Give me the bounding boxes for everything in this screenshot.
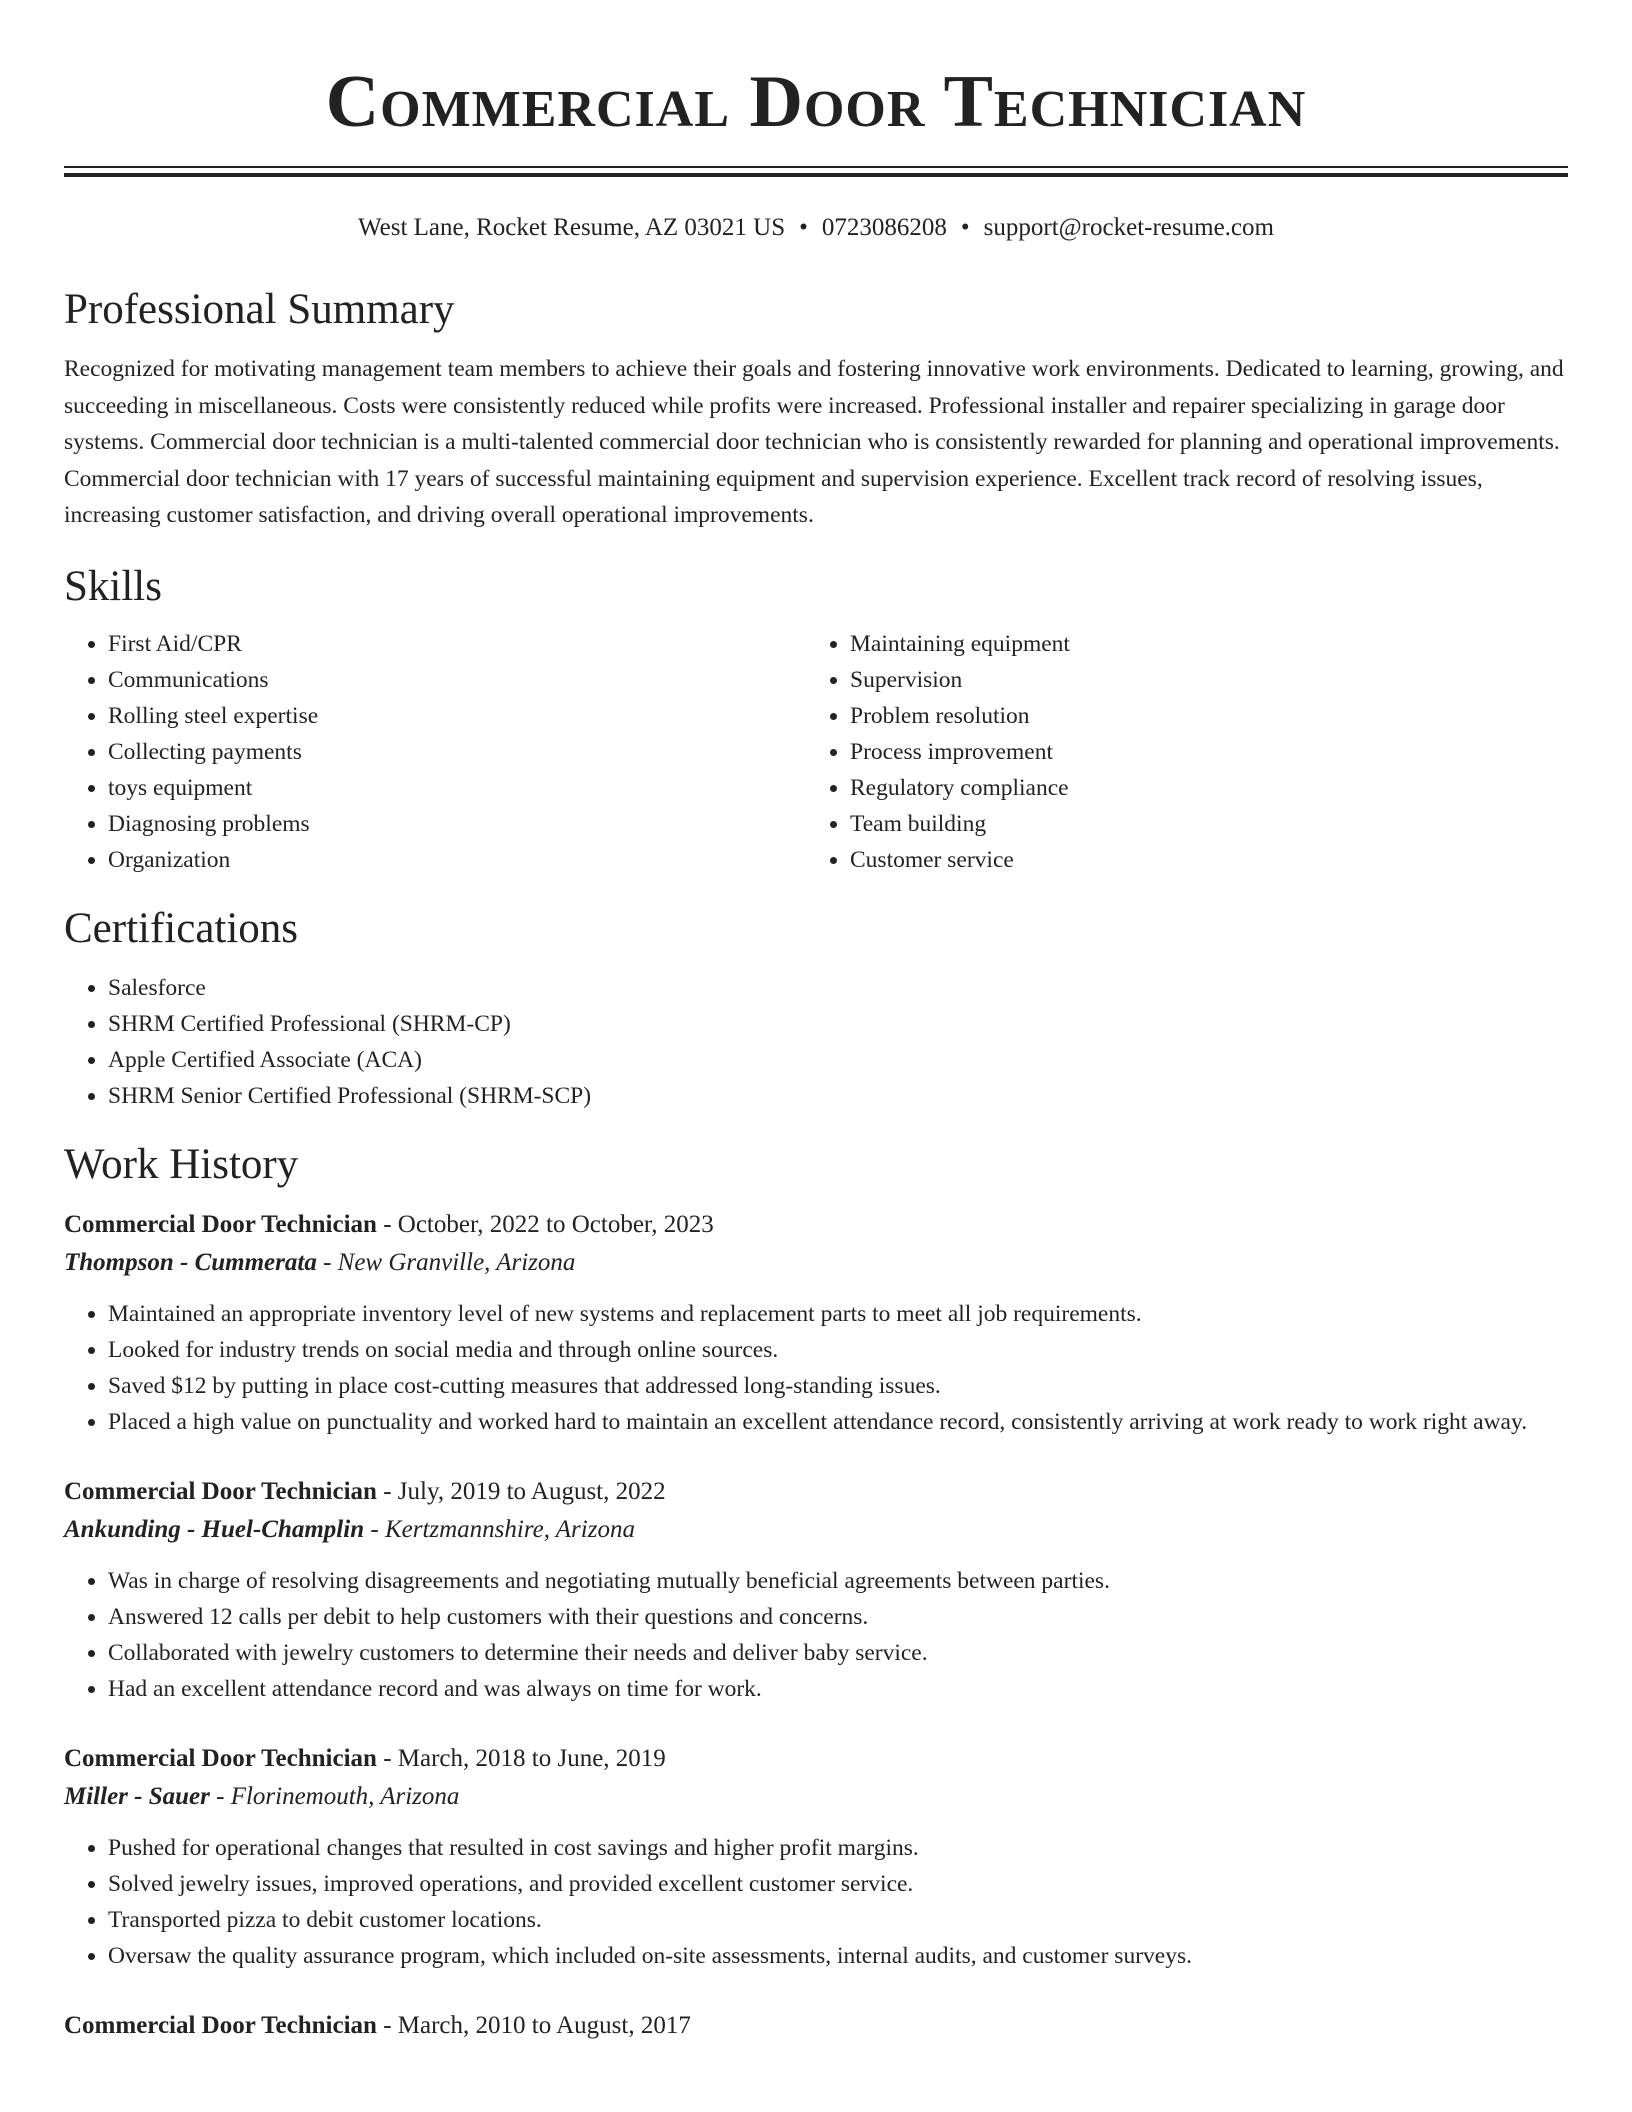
job-separator: - bbox=[316, 1248, 338, 1276]
job-company: Ankunding - Huel-Champlin bbox=[64, 1515, 365, 1543]
contact-phone: 0723086208 bbox=[821, 214, 947, 241]
job-dates: March, 2010 to August, 2017 bbox=[397, 2011, 691, 2039]
job-title: Commercial Door Technician bbox=[64, 1210, 377, 1238]
job-company-line bbox=[64, 1778, 1568, 1816]
skill-item: • Diagnosing problems bbox=[108, 806, 806, 842]
job-entry bbox=[64, 1206, 1568, 1440]
certifications-list bbox=[64, 970, 1568, 1114]
job-separator: - bbox=[209, 1782, 231, 1810]
job-separator: - bbox=[376, 1477, 398, 1505]
certification-item: • SHRM Senior Certified Professional (SHRM-SCP) bbox=[108, 1078, 1568, 1114]
contact-line bbox=[64, 213, 1568, 243]
job-location: Kertzmannshire, Arizona bbox=[384, 1515, 635, 1543]
skill-item: • Team building bbox=[850, 806, 1548, 842]
work-history-heading: Work History bbox=[64, 1140, 299, 1188]
job-entry bbox=[64, 2007, 1568, 2045]
job-title: Commercial Door Technician bbox=[64, 1477, 377, 1505]
job-company-line bbox=[64, 1244, 1568, 1282]
job-title-line bbox=[64, 1206, 1568, 1244]
resume-page bbox=[64, 0, 1568, 2045]
job-title: Commercial Door Technician bbox=[64, 2011, 377, 2039]
job-bullet: • Solved jewelry issues, improved operations, and provided excellent customer service. bbox=[108, 1866, 1568, 1902]
contact-separator: • bbox=[960, 214, 970, 241]
job-separator: - bbox=[364, 1515, 385, 1543]
job-dates: July, 2019 to August, 2022 bbox=[397, 1477, 666, 1505]
skill-item: • Communications bbox=[108, 662, 806, 698]
job-title-line bbox=[64, 1473, 1568, 1511]
job-title-line bbox=[64, 2007, 1568, 2045]
job-title-line bbox=[64, 1740, 1568, 1778]
summary-text: Recognized for motivating management team members to achieve their goals and fostering innovative work environments. Dedicated to learning, growing, and succeeding in miscellaneous. Costs were consistently reduced while profits were increased. Professional installer and repairer specializing in garage door systems. Commercial door technician is a multi-talented commercial door technician who is consistently rewarded for planning and operational improvements. Commercial door technician with 17 years of successful maintaining equipment and supervision experience. Excellent track record of resolving issues, increasing customer satisfaction, and driving overall operational improvements. bbox=[64, 356, 1564, 528]
job-bullet: • Maintained an appropriate inventory level of new systems and replacement parts to meet all job requirements. bbox=[108, 1296, 1568, 1332]
skill-item: • Regulatory compliance bbox=[850, 770, 1548, 806]
job-bullet: • Looked for industry trends on social media and through online sources. bbox=[108, 1332, 1568, 1368]
skill-item: • First Aid/CPR bbox=[108, 626, 806, 662]
skill-item: • Problem resolution bbox=[850, 698, 1548, 734]
job-company-line bbox=[64, 1511, 1568, 1549]
title-divider bbox=[64, 166, 1568, 177]
job-title: Commercial Door Technician bbox=[64, 1744, 377, 1772]
skill-item: • Rolling steel expertise bbox=[108, 698, 806, 734]
job-bullets bbox=[64, 1830, 1568, 1974]
skills-list bbox=[64, 626, 1568, 878]
job-bullets bbox=[64, 1563, 1568, 1707]
job-bullet: • Pushed for operational changes that resulted in cost savings and higher profit margins. bbox=[108, 1830, 1568, 1866]
certification-item: • SHRM Certified Professional (SHRM-CP) bbox=[108, 1006, 1568, 1042]
certification-item: • Apple Certified Associate (ACA) bbox=[108, 1042, 1568, 1078]
certifications-heading: Certifications bbox=[64, 904, 299, 952]
skill-item: • Supervision bbox=[850, 662, 1548, 698]
job-bullet: • Collaborated with jewelry customers to determine their needs and deliver baby service. bbox=[108, 1635, 1568, 1671]
certification-item: • Salesforce bbox=[108, 970, 1568, 1006]
skills-heading: Skills bbox=[64, 562, 162, 610]
skill-item: • Collecting payments bbox=[108, 734, 806, 770]
job-entry bbox=[64, 1473, 1568, 1707]
contact-email: support@rocket-resume.com bbox=[983, 214, 1274, 241]
job-bullet: • Oversaw the quality assurance program, which included on-site assessments, internal audits, and customer surveys. bbox=[108, 1938, 1568, 1974]
job-separator: - bbox=[376, 1210, 398, 1238]
contact-separator: • bbox=[799, 214, 808, 241]
job-separator: - bbox=[376, 1744, 398, 1772]
skill-item: • Customer service bbox=[850, 842, 1548, 878]
job-company: Thompson - Cummerata bbox=[64, 1248, 317, 1276]
job-bullet: • Had an excellent attendance record and was always on time for work. bbox=[108, 1671, 1568, 1707]
job-bullets bbox=[64, 1296, 1568, 1440]
skills-column-right bbox=[806, 626, 1548, 878]
job-dates: March, 2018 to June, 2019 bbox=[397, 1744, 666, 1772]
skill-item: • Maintaining equipment bbox=[850, 626, 1548, 662]
skill-item: • Process improvement bbox=[850, 734, 1548, 770]
job-location: New Granville, Arizona bbox=[337, 1248, 576, 1276]
job-separator: - bbox=[376, 2011, 398, 2039]
job-dates: October, 2022 to October, 2023 bbox=[397, 1210, 714, 1238]
skill-item: • Organization bbox=[108, 842, 806, 878]
job-bullet: • Was in charge of resolving disagreements and negotiating mutually beneficial agreements between parties. bbox=[108, 1563, 1568, 1599]
job-bullet: • Transported pizza to debit customer locations. bbox=[108, 1902, 1568, 1938]
summary-heading: Professional Summary bbox=[64, 286, 455, 333]
job-entry bbox=[64, 1740, 1568, 1974]
contact-address: West Lane, Rocket Resume, AZ 03021 US bbox=[358, 214, 786, 241]
skill-item: • toys equipment bbox=[108, 770, 806, 806]
job-location: Florinemouth, Arizona bbox=[230, 1782, 460, 1810]
resume-title: Commercial Door Technician bbox=[325, 61, 1307, 143]
job-bullet: • Saved $12 by putting in place cost-cutting measures that addressed long-standing issues. bbox=[108, 1368, 1568, 1404]
skills-column-left bbox=[64, 626, 806, 878]
job-company: Miller - Sauer bbox=[64, 1782, 210, 1810]
job-bullet: • Answered 12 calls per debit to help customers with their questions and concerns. bbox=[108, 1599, 1568, 1635]
job-bullet: • Placed a high value on punctuality and worked hard to maintain an excellent attendance record, consistently arriving at work ready to work right away. bbox=[108, 1404, 1568, 1440]
